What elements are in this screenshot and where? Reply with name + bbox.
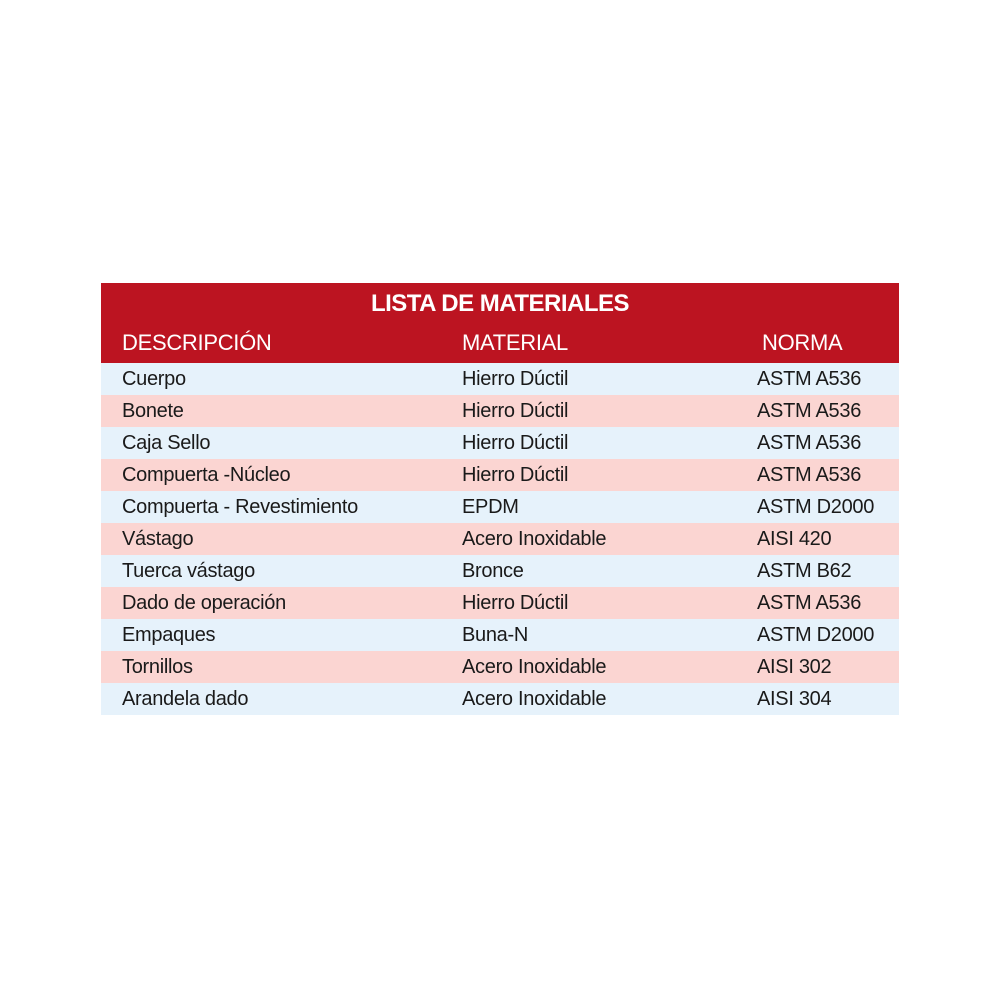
table-row <box>101 555 899 587</box>
cell-standard: AISI 304 <box>757 688 832 710</box>
table-row <box>101 523 899 555</box>
table-row <box>101 395 899 427</box>
column-header-standard: NORMA <box>762 330 843 355</box>
cell-material: Hierro Dúctil <box>462 432 569 454</box>
table-row <box>101 587 899 619</box>
cell-standard: ASTM A536 <box>757 592 862 614</box>
cell-material: Acero Inoxidable <box>462 688 607 710</box>
cell-description: Tuerca vástago <box>122 560 255 582</box>
column-header-material: MATERIAL <box>462 330 568 355</box>
table-row <box>101 459 899 491</box>
cell-description: Tornillos <box>122 656 193 678</box>
table-title: LISTA DE MATERIALES <box>370 290 630 317</box>
cell-material: Acero Inoxidable <box>462 656 607 678</box>
cell-material: EPDM <box>462 496 519 518</box>
cell-description: Cuerpo <box>122 368 186 390</box>
cell-standard: ASTM D2000 <box>757 624 875 646</box>
cell-material: Hierro Dúctil <box>462 592 569 614</box>
cell-description: Dado de operación <box>122 592 286 614</box>
table-header <box>101 283 899 363</box>
cell-standard: AISI 420 <box>757 528 832 550</box>
cell-material: Acero Inoxidable <box>462 528 607 550</box>
cell-material: Hierro Dúctil <box>462 368 569 390</box>
table-row <box>101 651 899 683</box>
cell-description: Compuerta - Revestimiento <box>122 496 358 518</box>
table-row <box>101 427 899 459</box>
table-row <box>101 363 899 395</box>
cell-material: Hierro Dúctil <box>462 464 569 486</box>
materials-table <box>101 283 899 715</box>
cell-material: Bronce <box>462 560 524 582</box>
column-header-description: DESCRIPCIÓN <box>122 330 272 355</box>
cell-description: Caja Sello <box>122 432 211 454</box>
cell-standard: ASTM B62 <box>757 560 852 582</box>
cell-description: Empaques <box>122 624 216 646</box>
cell-standard: ASTM A536 <box>757 432 862 454</box>
table-row <box>101 619 899 651</box>
table-row <box>101 491 899 523</box>
cell-description: Vástago <box>122 528 194 550</box>
cell-material: Hierro Dúctil <box>462 400 569 422</box>
cell-description: Arandela dado <box>122 688 249 710</box>
cell-standard: ASTM A536 <box>757 464 862 486</box>
cell-description: Bonete <box>122 400 184 422</box>
cell-description: Compuerta -Núcleo <box>122 464 291 486</box>
table-body <box>101 363 899 715</box>
cell-standard: ASTM A536 <box>757 400 862 422</box>
cell-standard: ASTM A536 <box>757 368 862 390</box>
table-row <box>101 683 899 715</box>
cell-standard: ASTM D2000 <box>757 496 875 518</box>
cell-standard: AISI 302 <box>757 656 832 678</box>
cell-material: Buna-N <box>462 624 529 646</box>
